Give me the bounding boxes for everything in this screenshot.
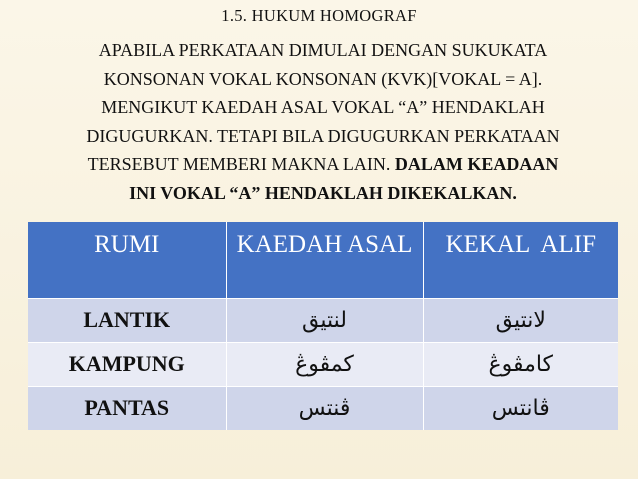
slide-title: 1.5. HUKUM HOMOGRAF: [221, 6, 417, 25]
header-kaedah-asal: KAEDAH ASAL: [226, 222, 423, 298]
table-row: [28, 298, 618, 342]
header-rumi: RUMI: [28, 222, 226, 298]
table-header-row: [28, 222, 618, 298]
paragraph-line-5: TERSEBUT MEMBERI MAKNA LAIN.: [87, 154, 391, 175]
paragraph-line-1: APABILA PERKATAAN DIMULAI DENGAN SUKUKATA: [98, 40, 548, 60]
cell-kekal-alif: کامڤوڠ: [423, 342, 618, 386]
paragraph-line-2: KONSONAN VOKAL KONSONAN (KVK)[VOKAL = A].: [103, 68, 543, 89]
cell-kaedah-asal: لنتيق: [226, 298, 423, 342]
table-row: [28, 342, 618, 386]
header-kekal-alif: KEKAL ALIF: [423, 222, 618, 298]
homograph-table: [28, 222, 618, 430]
rule-paragraph: [28, 36, 618, 208]
cell-kaedah-asal: کمڤوڠ: [226, 342, 423, 386]
paragraph-line-4: DIGUGURKAN. TETAPI BILA DIGUGURKAN PERKATAAN: [86, 125, 560, 146]
cell-rumi: KAMPUNG: [28, 342, 226, 386]
cell-kekal-alif: لانتيق: [423, 298, 618, 342]
cell-rumi: LANTIK: [28, 298, 226, 342]
cell-kaedah-asal: ڤنتس: [226, 386, 423, 430]
cell-rumi: PANTAS: [28, 386, 226, 430]
paragraph-bold-2: INI VOKAL “A” HENDAKLAH DIKEKALKAN.: [129, 182, 517, 203]
cell-kekal-alif: ڤانتس: [423, 386, 618, 430]
table-row: [28, 386, 618, 430]
paragraph-bold-1: DALAM KEADAAN: [394, 154, 559, 175]
paragraph-line-3: MENGIKUT KAEDAH ASAL VOKAL “A” HENDAKLAH: [101, 97, 545, 118]
